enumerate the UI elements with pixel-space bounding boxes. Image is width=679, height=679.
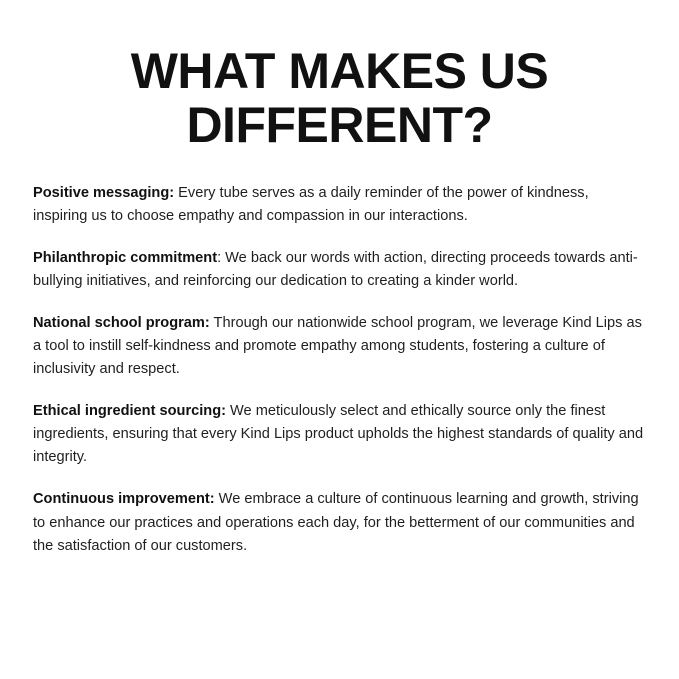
- paragraph-lead: Ethical ingredient sourcing:: [33, 403, 226, 420]
- paragraph-text: We embrace a culture of continuous learning and growth, striving to enhance our practices and operations each day, for the betterment of our communities and the satisfaction of our customers.: [33, 491, 639, 554]
- body-content: [32, 182, 647, 558]
- paragraph-continuous-improvement: [33, 488, 646, 557]
- page-title-line-2: DIFFERENT?: [186, 97, 493, 153]
- paragraph-lead: Philanthropic commitment: [33, 250, 218, 267]
- paragraph-text: We meticulously select and ethically source only the finest ingredients, ensuring that every Kind Lips product upholds the highest standards of quality and integrity.: [33, 403, 644, 466]
- paragraph-text: Every tube serves as a daily reminder of the power of kindness, inspiring us to choose empathy and compassion in our interactions.: [33, 185, 589, 225]
- paragraph-ethical-ingredient-sourcing: [33, 400, 646, 469]
- paragraph-text: : We back our words with action, directing proceeds towards anti-bullying initiatives, and reinforcing our dedication to creating a kinder world.: [33, 250, 638, 290]
- paragraph-lead: National school program:: [33, 315, 210, 332]
- page-title-line-1: WHAT MAKES US: [130, 43, 549, 99]
- paragraph-national-school-program: [33, 312, 646, 381]
- paragraph-philanthropic-commitment: [33, 247, 646, 293]
- page-title: [32, 44, 647, 152]
- paragraph-lead: Continuous improvement:: [33, 491, 215, 508]
- paragraph-lead: Positive messaging:: [33, 185, 175, 201]
- paragraph-positive-messaging: [33, 182, 646, 228]
- paragraph-text: Through our nationwide school program, we leverage Kind Lips as a tool to instill self-kindness and promote empathy among students, fostering a culture of inclusivity and respect.: [33, 315, 642, 378]
